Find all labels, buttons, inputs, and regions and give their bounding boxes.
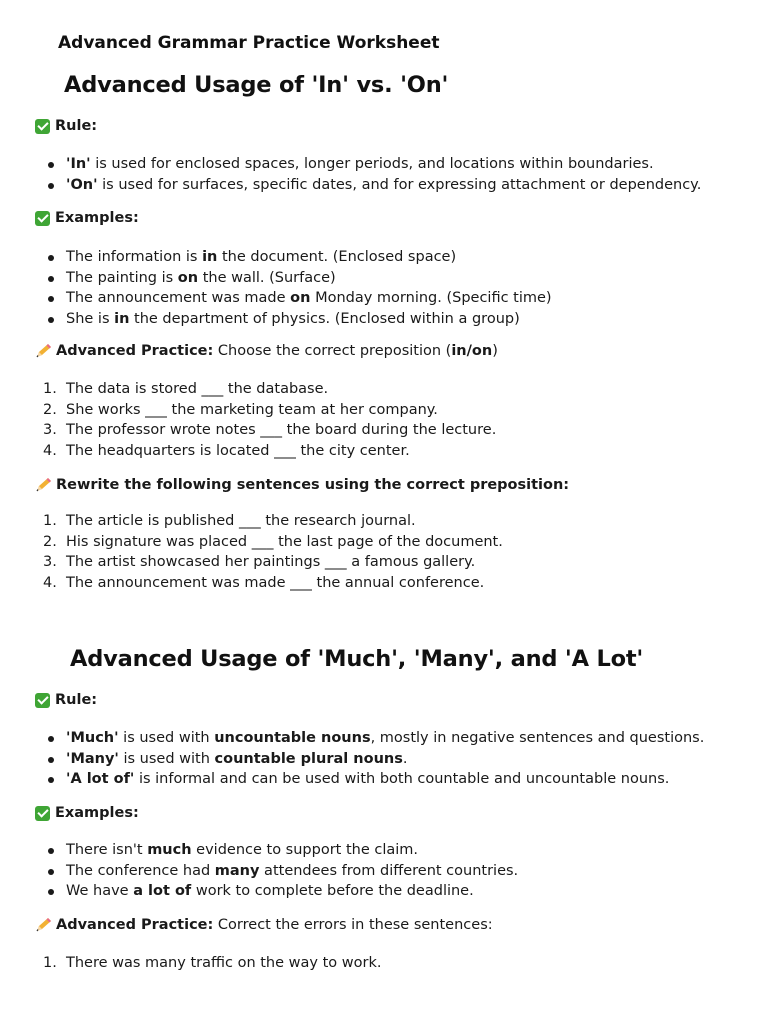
- list-item: [35, 268, 552, 289]
- practice-label: Advanced Practice:: [56, 343, 214, 359]
- list-item: [35, 749, 704, 770]
- rule-text: is used for surfaces, specific dates, and for expressing attachment or dependency.: [97, 176, 702, 193]
- rule-term: 'Much': [66, 730, 119, 746]
- example-keyword: in: [202, 249, 218, 265]
- practice-sentence: She works ___ the marketing team at her company.: [66, 401, 438, 418]
- rule-keyword: countable plural nouns: [214, 750, 403, 767]
- examples-heading: [35, 210, 139, 226]
- practice-sentence: The data is stored ___ the database.: [66, 381, 329, 397]
- pencil-icon: [35, 343, 53, 359]
- example-text: Monday morning. (Specific time): [310, 290, 552, 307]
- list-item: [35, 309, 552, 330]
- rule-text: .: [402, 750, 408, 767]
- example-keyword: many: [214, 862, 260, 879]
- list-item: [35, 175, 701, 196]
- example-text: The announcement was made: [66, 290, 291, 307]
- list-item: 3. The artist showcased her paintings ___ a famous gallery.: [43, 554, 476, 571]
- list-item: [35, 769, 704, 790]
- example-text: She is: [66, 311, 115, 328]
- practice-sentence: The headquarters is located ___ the city center.: [66, 443, 410, 460]
- example-keyword: much: [147, 842, 192, 858]
- examples-list: [35, 840, 518, 902]
- practice-options: in/on: [451, 343, 493, 359]
- rule-text: , mostly in negative sentences and questions.: [370, 730, 705, 746]
- rule-keyword: uncountable nouns: [214, 730, 371, 746]
- check-mark-icon: [35, 693, 50, 708]
- examples-heading: [35, 805, 139, 821]
- example-text: The conference had: [66, 862, 215, 879]
- rule-term: 'A lot of': [66, 771, 135, 788]
- example-text: evidence to support the claim.: [191, 842, 419, 858]
- rewrite-sentence: The announcement was made ___ the annual conference.: [66, 575, 485, 592]
- rule-text: is used with: [118, 750, 215, 767]
- example-keyword: on: [177, 269, 199, 286]
- pencil-icon: [35, 917, 53, 933]
- practice-list: [35, 953, 381, 974]
- rule-term: 'On': [66, 176, 98, 193]
- rule-label: Rule:: [55, 692, 98, 708]
- list-item: [35, 288, 552, 309]
- examples-list: [35, 247, 552, 330]
- rule-term: 'Many': [66, 750, 119, 767]
- practice-sentence: The professor wrote notes ___ the board during the lecture.: [66, 422, 497, 439]
- practice-heading: [35, 917, 493, 933]
- list-item: 1. There was many traffic on the way to work.: [43, 955, 382, 971]
- rule-list: [35, 728, 704, 790]
- check-mark-icon: [35, 211, 50, 226]
- rewrite-label: Rewrite the following sentences using the correct preposition:: [56, 477, 570, 493]
- list-item: [35, 840, 518, 861]
- example-text: work to complete before the deadline.: [191, 883, 474, 900]
- rewrite-list: [35, 511, 503, 594]
- example-keyword: a lot of: [133, 883, 192, 900]
- list-item: [35, 154, 701, 175]
- rule-heading: [35, 692, 97, 708]
- example-text: the document. (Enclosed space): [217, 249, 457, 265]
- example-text: the wall. (Surface): [198, 269, 336, 286]
- practice-list: [35, 379, 496, 462]
- document-title: Advanced Grammar Practice Worksheet: [58, 33, 440, 53]
- list-item: [35, 247, 552, 268]
- check-mark-icon: [35, 806, 50, 821]
- list-item: [35, 881, 518, 902]
- list-item: [35, 728, 704, 749]
- rule-list: [35, 154, 701, 195]
- list-item: 4. The announcement was made ___ the annual conference.: [43, 575, 485, 592]
- example-text: The information is: [66, 249, 203, 265]
- rule-heading: [35, 118, 97, 134]
- practice-label: Advanced Practice:: [56, 917, 214, 933]
- examples-label: Examples:: [55, 805, 139, 821]
- rule-term: 'In': [66, 156, 91, 172]
- list-item: 4. The headquarters is located ___ the city center.: [43, 443, 410, 460]
- example-keyword: on: [290, 290, 311, 307]
- rule-text: is informal and can be used with both countable and uncountable nouns.: [134, 771, 670, 788]
- rule-label: Rule:: [55, 118, 98, 134]
- practice-instruction: Correct the errors in these sentences:: [213, 917, 493, 933]
- example-text: attendees from different countries.: [259, 862, 519, 879]
- practice-heading: [35, 343, 498, 359]
- list-item: 3. The professor wrote notes ___ the board during the lecture.: [43, 422, 497, 439]
- pencil-icon: [35, 477, 53, 493]
- example-text: We have: [66, 883, 134, 900]
- practice-instruction-end: ): [492, 343, 498, 359]
- list-item: 2. She works ___ the marketing team at her company.: [43, 401, 438, 418]
- check-mark-icon: [35, 119, 50, 134]
- rewrite-sentence: The artist showcased her paintings ___ a famous gallery.: [66, 554, 476, 571]
- rewrite-sentence: The article is published ___ the research journal.: [66, 513, 416, 529]
- section-title-in-on: Advanced Usage of 'In' vs. 'On': [64, 72, 449, 98]
- practice-sentence: There was many traffic on the way to work.: [66, 955, 382, 971]
- section-title-much-many: Advanced Usage of 'Much', 'Many', and 'A Lot': [70, 646, 644, 672]
- practice-instruction: Choose the correct preposition (: [213, 343, 452, 359]
- example-text: the department of physics. (Enclosed within a group): [129, 311, 520, 328]
- list-item: 1. The data is stored ___ the database.: [43, 381, 329, 397]
- rewrite-sentence: His signature was placed ___ the last page of the document.: [66, 533, 503, 550]
- example-keyword: in: [114, 311, 130, 328]
- example-text: The painting is: [66, 269, 178, 286]
- example-text: There isn't: [66, 842, 148, 858]
- examples-label: Examples:: [55, 210, 139, 226]
- rule-text: is used with: [118, 730, 215, 746]
- list-item: 2. His signature was placed ___ the last page of the document.: [43, 533, 503, 550]
- rewrite-heading: [35, 477, 569, 493]
- rule-text: is used for enclosed spaces, longer periods, and locations within boundaries.: [90, 156, 654, 172]
- list-item: 1. The article is published ___ the research journal.: [43, 513, 416, 529]
- list-item: [35, 861, 518, 882]
